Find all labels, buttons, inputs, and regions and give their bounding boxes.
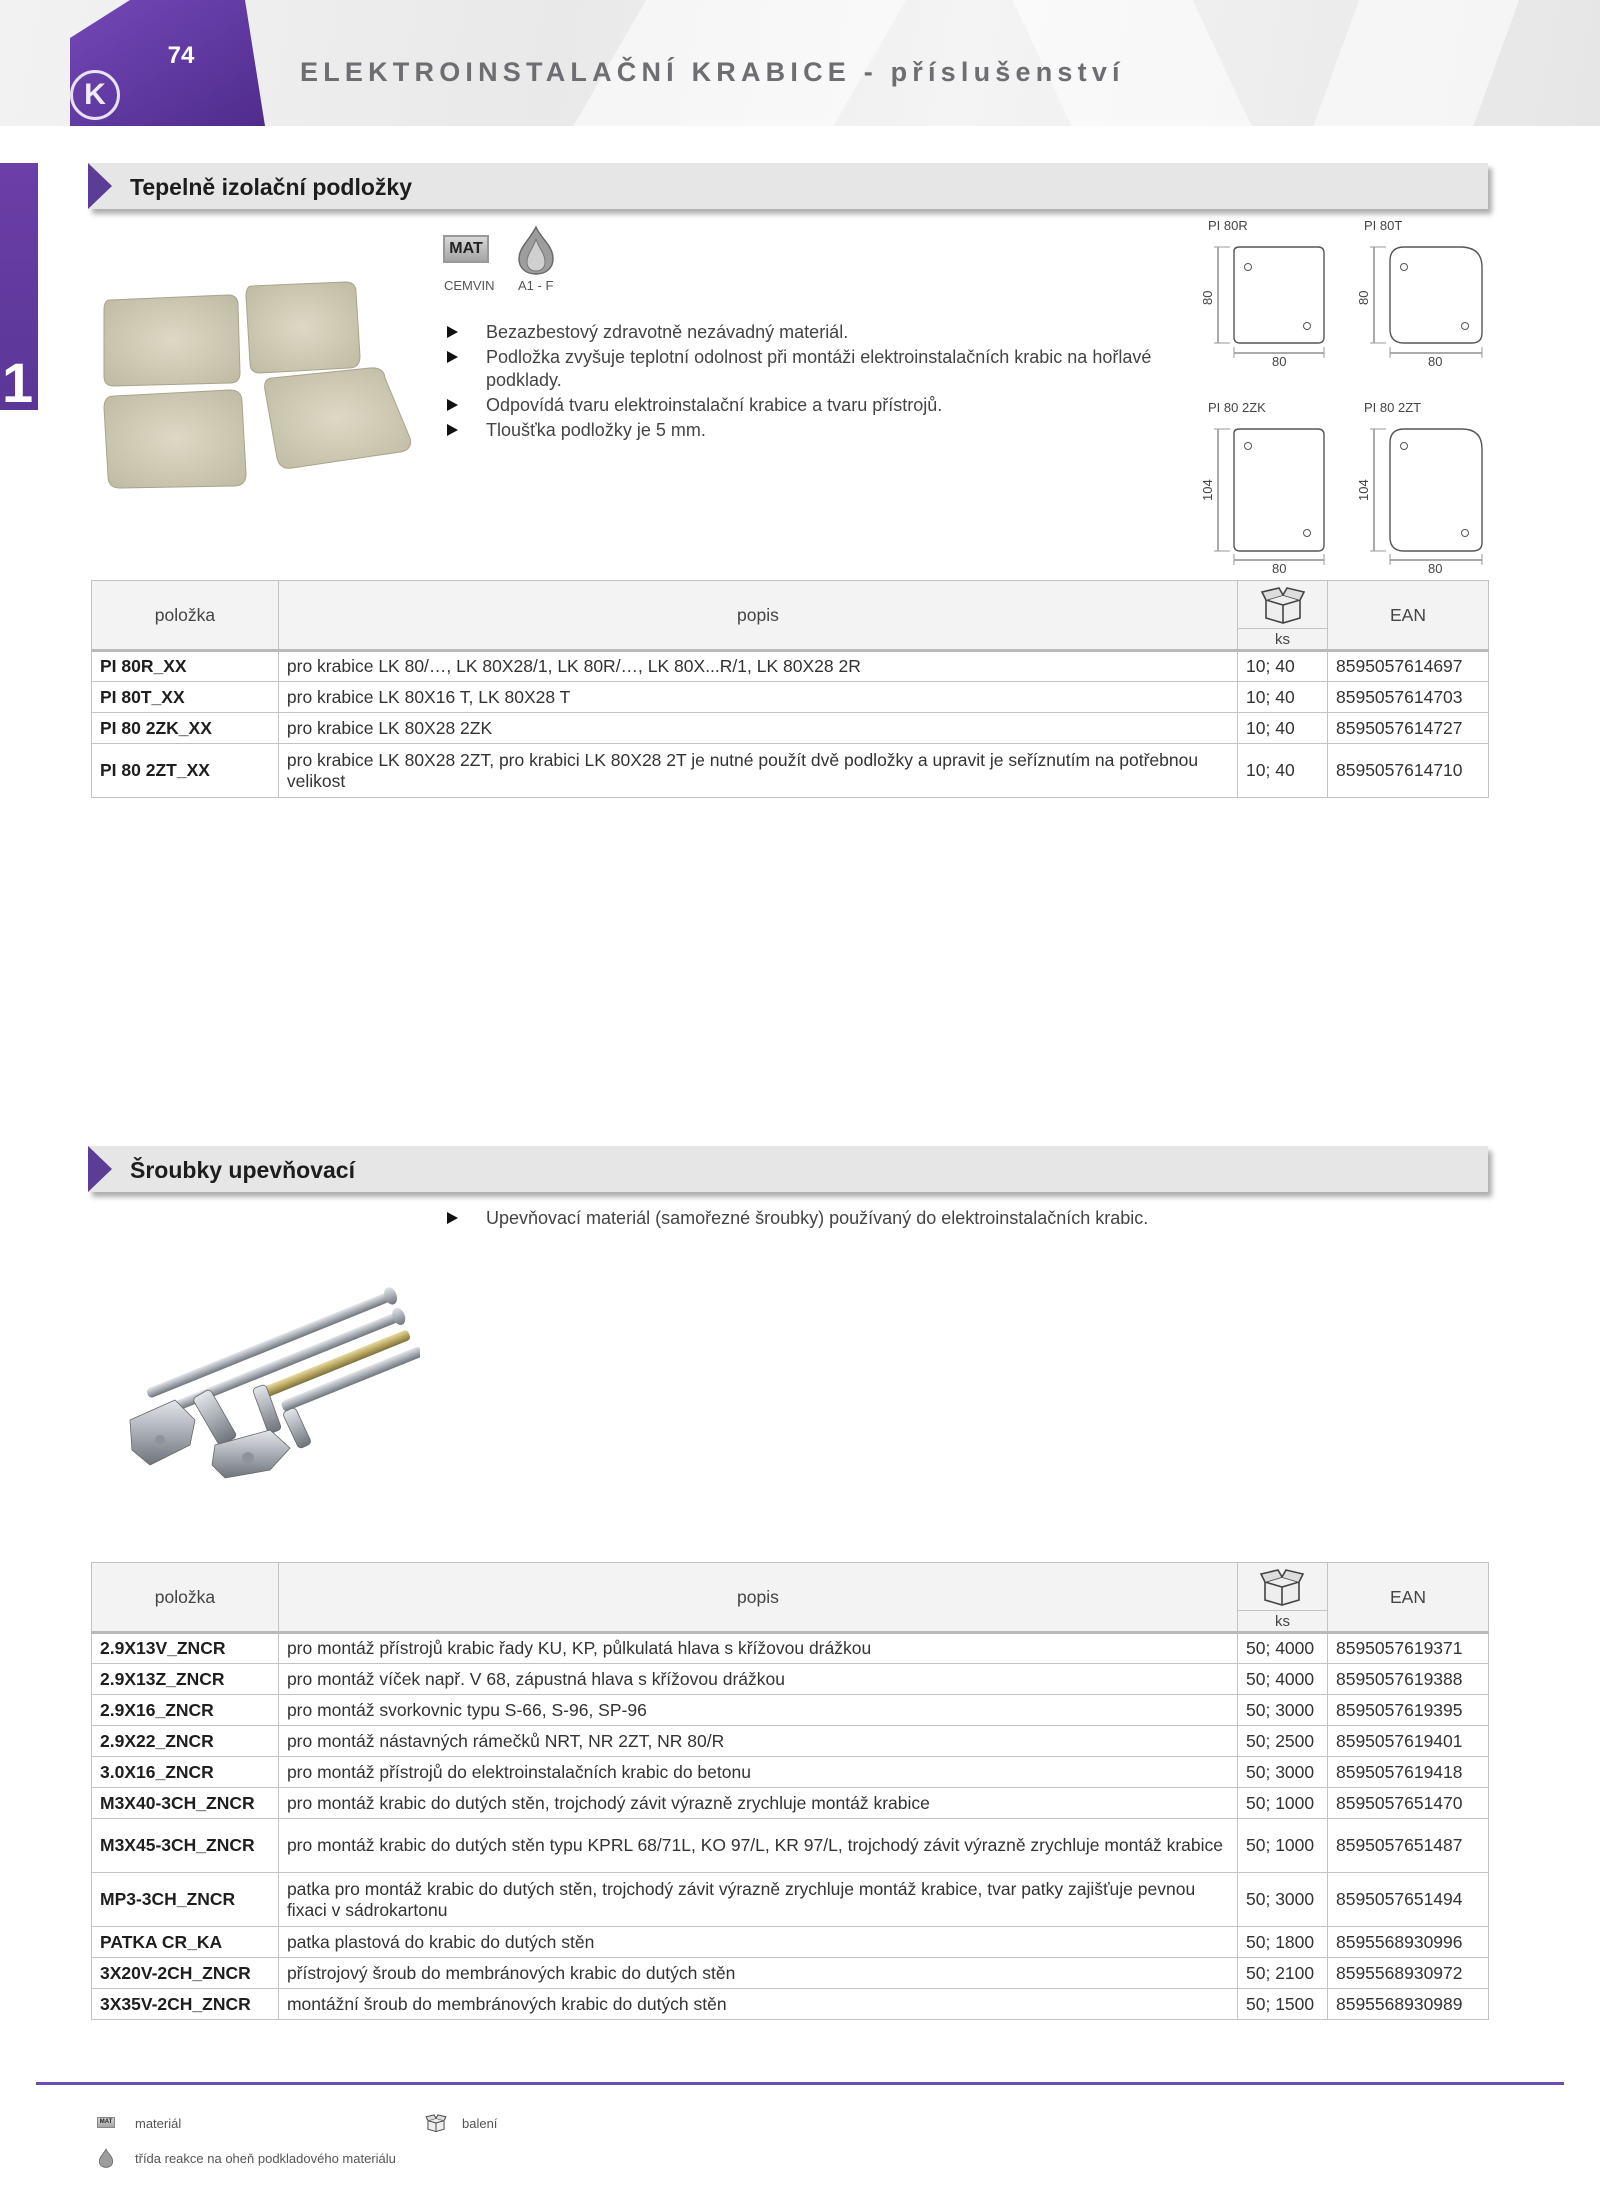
- material-caption: CEMVIN: [444, 278, 495, 293]
- legend-material: materiál: [135, 2116, 182, 2131]
- product-code: PI 80R_XX: [92, 651, 279, 682]
- product-table-pads: [91, 580, 1489, 798]
- column-header-pack: ks: [1238, 629, 1328, 651]
- pack-quantity: 50; 1500: [1238, 1989, 1328, 2020]
- column-header-pack: ks: [1238, 1611, 1328, 1633]
- table-row: [92, 1757, 1489, 1788]
- pack-quantity: 50; 3000: [1238, 1873, 1328, 1927]
- dimension-width: 80: [1428, 354, 1443, 369]
- column-header-ean: EAN: [1328, 581, 1489, 651]
- section-marker-icon: [88, 1146, 112, 1192]
- footer-divider: [36, 2082, 1564, 2085]
- diagram-pi-80t: [1356, 218, 1482, 369]
- diagram-pi-80-2zk: [1200, 400, 1324, 575]
- column-header-item: položka: [92, 1563, 279, 1633]
- dimension-width: 80: [1428, 561, 1443, 575]
- legend-fire-class: třída reakce na oheň podkladového materiálu: [135, 2151, 396, 2166]
- column-header-description: popis: [278, 1563, 1237, 1633]
- ean-code: 8595568930972: [1327, 1958, 1488, 1989]
- product-code: 3.0X16_ZNCR: [92, 1757, 279, 1788]
- product-code: M3X45-3CH_ZNCR: [92, 1819, 279, 1873]
- ean-code: 8595057619371: [1327, 1633, 1488, 1664]
- product-description: pro krabice LK 80X16 T, LK 80X28 T: [278, 682, 1237, 713]
- column-header-item: položka: [92, 581, 279, 651]
- dimension-width: 80: [1272, 561, 1287, 575]
- ean-code: 8595057651470: [1327, 1788, 1488, 1819]
- pack-quantity: 50; 2100: [1238, 1958, 1328, 1989]
- fire-class-caption: A1 - F: [518, 278, 554, 293]
- table-row: [92, 1633, 1489, 1664]
- product-description: přístrojový šroub do membránových krabic do dutých stěn: [278, 1958, 1237, 1989]
- pack-quantity: 50; 3000: [1238, 1757, 1328, 1788]
- section-title: Šroubky upevňovací: [130, 1157, 355, 1183]
- product-code: PI 80 2ZT_XX: [92, 744, 279, 798]
- brand-logo: K: [70, 70, 120, 120]
- table-row: [92, 682, 1489, 713]
- feature-item: Bezazbestový zdravotně nezávadný materiál.: [444, 321, 1184, 344]
- pack-quantity: 50; 2500: [1238, 1726, 1328, 1757]
- diagram-pi-80-2zt: [1356, 400, 1482, 575]
- dimension-height: 104: [1200, 479, 1215, 501]
- ean-code: 8595568930989: [1327, 1989, 1488, 2020]
- pack-quantity: 50; 4000: [1238, 1633, 1328, 1664]
- dimension-height: 80: [1356, 290, 1371, 305]
- pack-quantity: 10; 40: [1238, 744, 1328, 798]
- table-row: [92, 713, 1489, 744]
- section-title: Tepelně izolační podložky: [130, 174, 413, 200]
- diagram-label: PI 80R: [1208, 218, 1248, 233]
- pack-quantity: 10; 40: [1238, 713, 1328, 744]
- feature-item: Odpovídá tvaru elektroinstalační krabice a tvaru přístrojů.: [444, 394, 1184, 417]
- table-row: [92, 1819, 1489, 1873]
- feature-item: Podložka zvyšuje teplotní odolnost při montáži elektroinstalačních krabic na hořlavé podklady.: [444, 346, 1184, 392]
- box-legend-icon: [425, 2114, 447, 2132]
- diagram-label: PI 80 2ZK: [1208, 400, 1266, 415]
- ean-code: 8595057651494: [1327, 1873, 1488, 1927]
- product-code: MP3-3CH_ZNCR: [92, 1873, 279, 1927]
- dimension-diagrams: [1190, 215, 1490, 575]
- product-code: M3X40-3CH_ZNCR: [92, 1788, 279, 1819]
- fire-legend-icon: [97, 2148, 115, 2168]
- table-row: [92, 1958, 1489, 1989]
- pack-quantity: 10; 40: [1238, 682, 1328, 713]
- ean-code: 8595057614703: [1328, 682, 1489, 713]
- feature-list: [444, 1207, 1344, 1232]
- product-code: 2.9X22_ZNCR: [92, 1726, 279, 1757]
- ean-code: 8595057614710: [1328, 744, 1489, 798]
- section-header-mounting-screws: [88, 1146, 1488, 1192]
- page-number: 74: [167, 42, 195, 69]
- table-row: [92, 1989, 1489, 2020]
- product-description: pro montáž svorkovnic typu S-66, S-96, SP-96: [278, 1695, 1237, 1726]
- pack-quantity: 50; 1800: [1238, 1927, 1328, 1958]
- product-code: 2.9X13V_ZNCR: [92, 1633, 279, 1664]
- product-description: patka pro montáž krabic do dutých stěn, trojchodý závit výrazně zrychluje montáž krabice, tvar patky zajišťuje pevnou fixaci v sádrokartonu: [278, 1873, 1237, 1927]
- column-header-description: popis: [278, 581, 1237, 651]
- table-row: [92, 1695, 1489, 1726]
- page-title: ELEKTROINSTALAČNÍ KRABICE - příslušenství: [300, 57, 1125, 87]
- diagram-label: PI 80T: [1364, 218, 1403, 233]
- material-legend-icon: MAT: [97, 2117, 115, 2128]
- product-description: pro montáž přístrojů krabic řady KU, KP, půlkulatá hlava s křížovou drážkou: [278, 1633, 1237, 1664]
- screws-image: [120, 1270, 420, 1500]
- header-decoration: [1294, 0, 1527, 126]
- product-description: pro montáž nástavných rámečků NRT, NR 2ZT, NR 80/R: [278, 1726, 1237, 1757]
- pack-quantity: 10; 40: [1238, 651, 1328, 682]
- pack-quantity: 50; 3000: [1238, 1695, 1328, 1726]
- diagram-pi-80r: [1200, 218, 1324, 369]
- product-description: pro montáž krabic do dutých stěn typu KPRL 68/71L, KO 97/L, KR 97/L, trojchodý závit výrazně zrychluje montáž krabice: [278, 1819, 1237, 1873]
- ean-code: 8595057619418: [1327, 1757, 1488, 1788]
- product-description: pro krabice LK 80/…, LK 80X28/1, LK 80R/…, LK 80X...R/1, LK 80X28 2R: [278, 651, 1237, 682]
- ean-code: 8595057614727: [1328, 713, 1489, 744]
- page-header: [0, 0, 1600, 126]
- packaging-icon-cell: [1238, 1563, 1328, 1611]
- product-description: pro montáž přístrojů do elektroinstalačních krabic do betonu: [278, 1757, 1237, 1788]
- section-header-insulating-pads: [88, 163, 1488, 209]
- chapter-number: 1: [2, 351, 34, 414]
- table-row: [92, 1664, 1489, 1695]
- table-row: [92, 1788, 1489, 1819]
- pack-quantity: 50; 4000: [1238, 1664, 1328, 1695]
- feature-item: Tloušťka podložky je 5 mm.: [444, 419, 1184, 442]
- table-row: [92, 1873, 1489, 1927]
- product-description: montážní šroub do membránových krabic do dutých stěn: [278, 1989, 1237, 2020]
- box-icon: [1260, 586, 1306, 624]
- table-row: [92, 1726, 1489, 1757]
- product-description: pro montáž krabic do dutých stěn, trojchodý závit výrazně zrychluje montáž krabice: [278, 1788, 1237, 1819]
- diagram-label: PI 80 2ZT: [1364, 400, 1422, 415]
- pack-quantity: 50; 1000: [1238, 1819, 1328, 1873]
- pack-quantity: 50; 1000: [1238, 1788, 1328, 1819]
- box-icon: [1259, 1568, 1305, 1606]
- product-description: patka plastová do krabic do dutých stěn: [278, 1927, 1237, 1958]
- ean-code: 8595057619395: [1327, 1695, 1488, 1726]
- product-code: 3X20V-2CH_ZNCR: [92, 1958, 279, 1989]
- ean-code: 8595568930996: [1327, 1927, 1488, 1958]
- product-description: pro krabice LK 80X28 2ZT, pro krabici LK 80X28 2T je nutné použít dvě podložky a upravit je seříznutím na potřebnou velikost: [278, 744, 1237, 798]
- table-row: [92, 744, 1489, 798]
- product-code: PI 80 2ZK_XX: [92, 713, 279, 744]
- ean-code: 8595057619388: [1327, 1664, 1488, 1695]
- product-description: pro krabice LK 80X28 2ZK: [278, 713, 1237, 744]
- packaging-icon-cell: [1238, 581, 1328, 629]
- insulating-pads-image: [100, 278, 420, 498]
- product-code: PI 80T_XX: [92, 682, 279, 713]
- material-badge-icon: MAT: [443, 235, 489, 263]
- feature-list: [444, 321, 1184, 444]
- product-code: 2.9X13Z_ZNCR: [92, 1664, 279, 1695]
- dimension-height: 104: [1356, 479, 1371, 501]
- dimension-height: 80: [1200, 290, 1215, 305]
- product-code: 2.9X16_ZNCR: [92, 1695, 279, 1726]
- feature-item: Upevňovací materiál (samořezné šroubky) používaný do elektroinstalačních krabic.: [444, 1207, 1344, 1230]
- legend-packaging: balení: [462, 2116, 498, 2131]
- dimension-width: 80: [1272, 354, 1287, 369]
- fire-icon: [513, 225, 559, 275]
- ean-code: 8595057614697: [1328, 651, 1489, 682]
- table-row: [92, 1927, 1489, 1958]
- section-marker-icon: [88, 163, 112, 209]
- ean-code: 8595057619401: [1327, 1726, 1488, 1757]
- column-header-ean: EAN: [1327, 1563, 1488, 1633]
- product-description: pro montáž víček např. V 68, zápustná hlava s křížovou drážkou: [278, 1664, 1237, 1695]
- product-code: PATKA CR_KA: [92, 1927, 279, 1958]
- ean-code: 8595057651487: [1327, 1819, 1488, 1873]
- header-purple-corner: [0, 0, 270, 126]
- table-row: [92, 651, 1489, 682]
- product-table-screws: [91, 1562, 1489, 2020]
- product-code: 3X35V-2CH_ZNCR: [92, 1989, 279, 2020]
